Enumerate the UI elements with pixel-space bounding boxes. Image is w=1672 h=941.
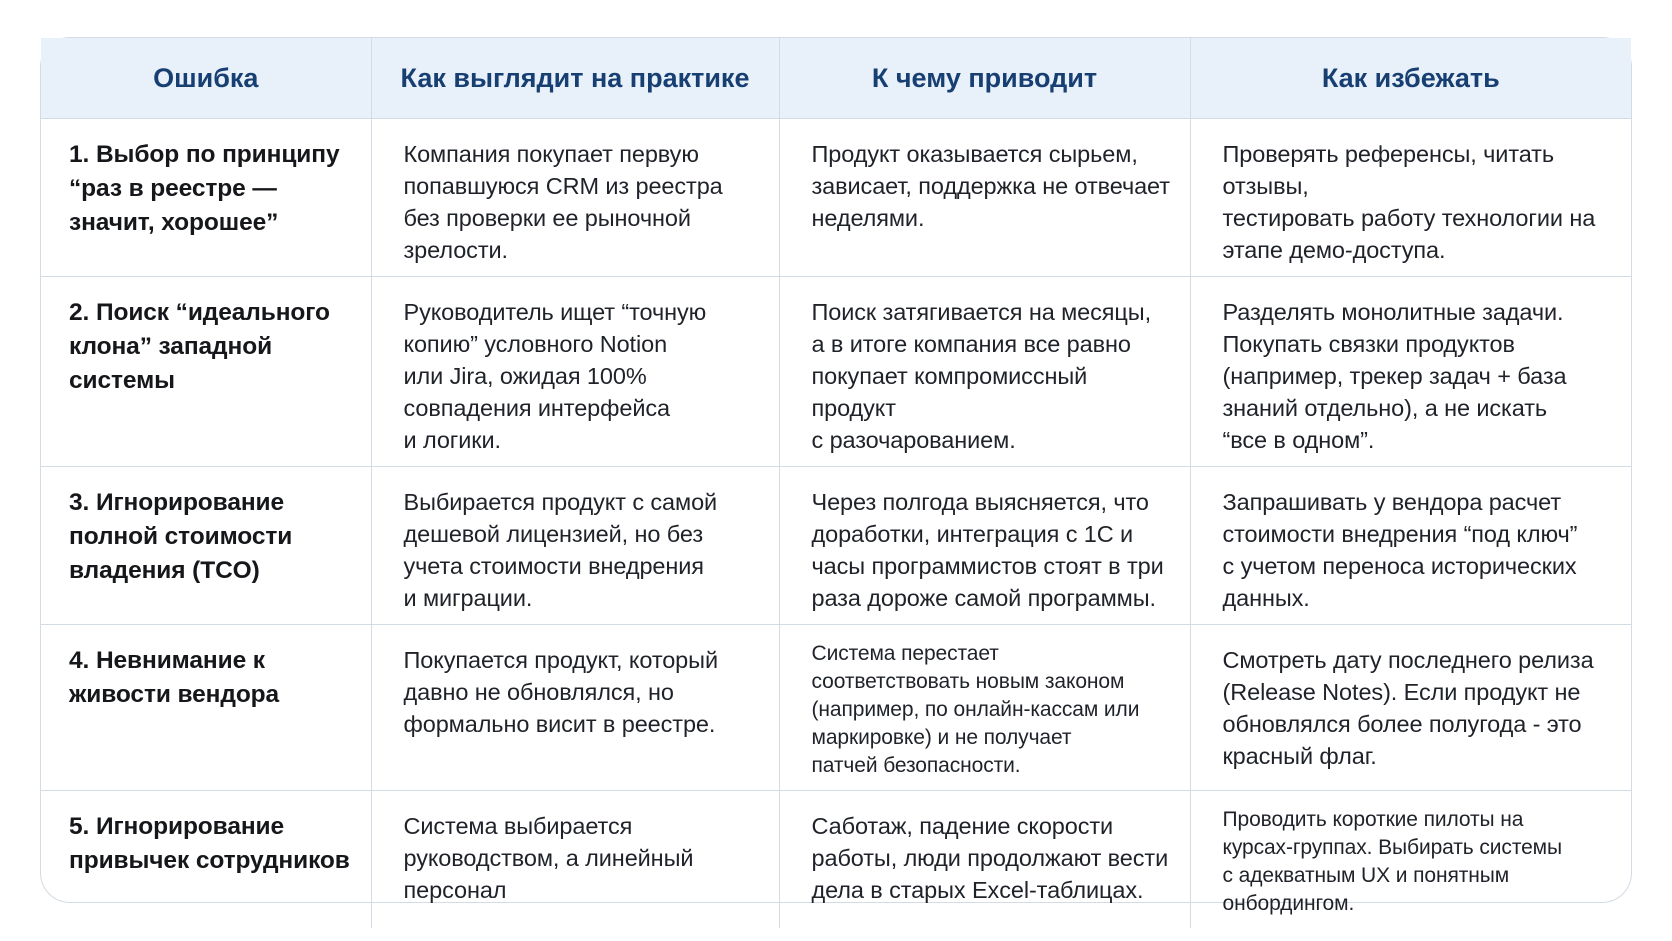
cell-avoid: Проверять референсы, читать отзывы, тестировать работу технологии на этапе демо-доступа. <box>1190 119 1631 277</box>
comparison-table <box>40 37 1632 915</box>
cell-result: Система перестает соответствовать новым законом (например, по онлайн-кассам или маркировке) и не получает патчей безопасности. <box>779 625 1190 791</box>
cell-avoid: Проводить короткие пилоты на курсах-группах. Выбирать системы с адекватным UX и понятным онбордингом. <box>1222 808 1563 915</box>
header-result: К чему приводит <box>779 38 1190 119</box>
cell-practice: Компания покупает первую попавшуюся CRM из реестра без проверки ее рыночной зрелости. <box>371 119 779 277</box>
cell-avoid: Разделять монолитные задачи. Покупать связки продуктов (например, трекер задач + база знаний отдельно), а не искать “все в одном”. <box>1190 277 1631 467</box>
cell-avoid: Смотреть дату последнего релиза (Release Notes). Если продукт не обновлялся более полугода - это красный флаг. <box>1190 625 1631 791</box>
table-row <box>41 791 1631 929</box>
table-row <box>41 119 1631 277</box>
table-row <box>41 625 1631 791</box>
cell-practice: Руководитель ищет “точную копию” условного Notion или Jira, ожидая 100% совпадения интерфейса и логики. <box>371 277 779 467</box>
cell-practice: Выбирается продукт с самой дешевой лицензией, но без учета стоимости внедрения и миграции. <box>371 467 779 625</box>
cell-practice: Покупается продукт, который давно не обновлялся, но формально висит в реестре. <box>371 625 779 791</box>
cell-result: Через полгода выясняется, что доработки, интеграция с 1С и часы программистов стоят в три раза дороже самой программы. <box>779 467 1190 625</box>
cell-mistake: 3. Игнорирование полной стоимости владения (TCO) <box>41 467 371 625</box>
cell-result: Поиск затягивается на месяцы, а в итоге компания все равно покупает компромиссный продукт с разочарованием. <box>779 277 1190 467</box>
cell-mistake: 5. Игнорирование привычек сотрудников <box>41 791 371 929</box>
table-row <box>41 467 1631 625</box>
cell-practice: Система выбирается руководством, а линейный персонал <box>371 791 779 929</box>
header-practice: Как выглядит на практике <box>371 38 779 119</box>
cell-mistake: 2. Поиск “идеального клона” западной системы <box>41 277 371 467</box>
cell-mistake: 4. Невнимание к живости вендора <box>41 625 371 791</box>
header-avoid: Как избежать <box>1190 38 1631 119</box>
cell-mistake: 1. Выбор по принципу “раз в реестре — значит, хорошее” <box>41 119 371 277</box>
mistakes-table <box>41 38 1631 928</box>
header-mistake: Ошибка <box>41 38 371 119</box>
cell-avoid: Запрашивать у вендора расчет стоимости внедрения “под ключ” с учетом переноса исторических данных. <box>1190 467 1631 625</box>
cell-result: Саботаж, падение скорости работы, люди продолжают вести дела в старых Excel-таблицах. <box>779 791 1190 929</box>
cell-result: Продукт оказывается сырьем, зависает, поддержка не отвечает неделями. <box>779 119 1190 277</box>
table-row <box>41 277 1631 467</box>
header-row <box>41 38 1631 119</box>
